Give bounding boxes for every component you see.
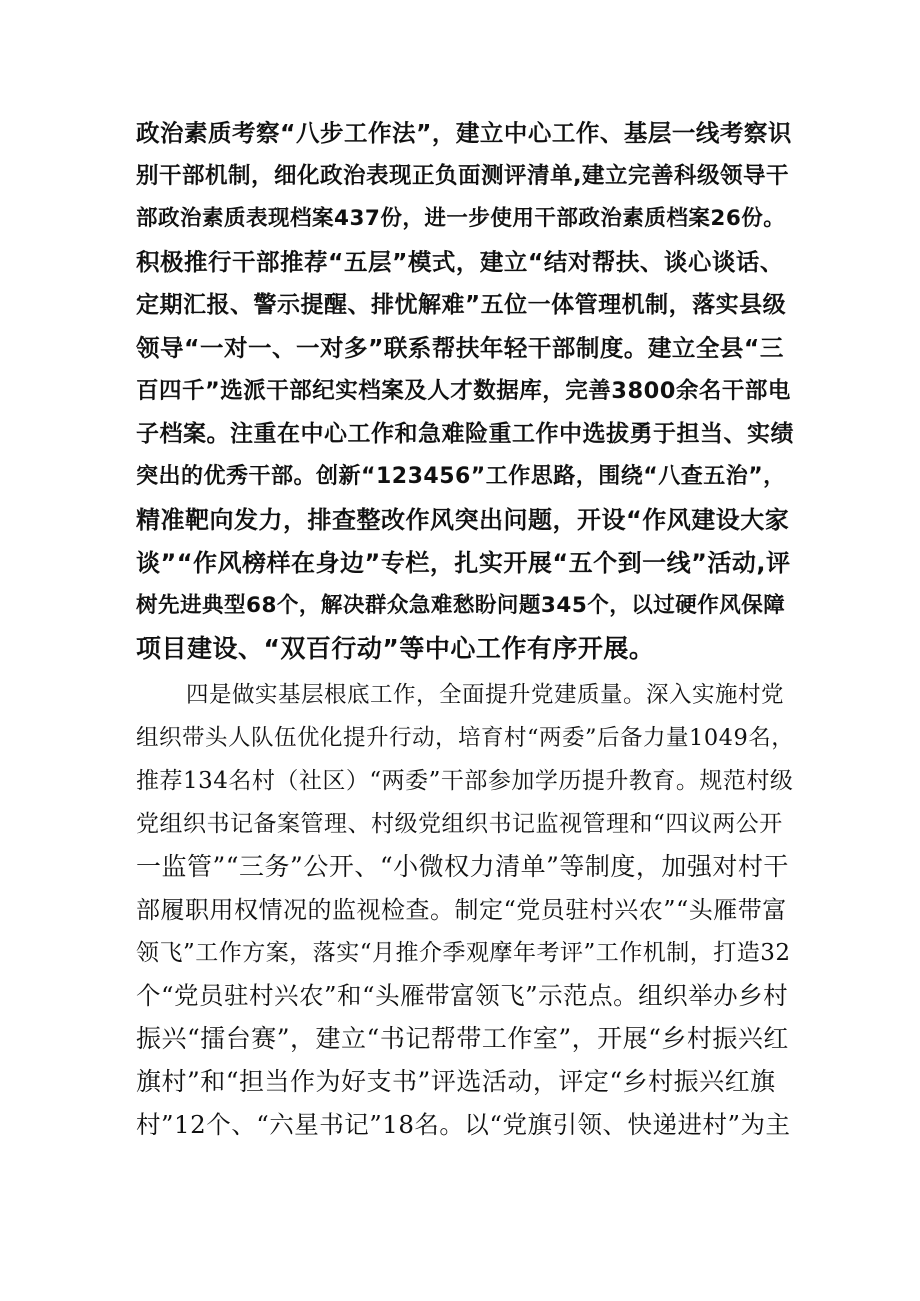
text-line: 树先进典型68个，解决群众急难愁盼问题345个，以过硬作风保障	[136, 593, 786, 618]
text-line: 谈”“作风榜样在身边”专栏，扎实开展“五个到一线”活动,评	[136, 549, 791, 577]
text-line: 别干部机制，细化政治表现正负面测评清单,建立完善科级领导干	[136, 163, 790, 189]
text-line: 个“党员驻村兴农”和“头雁带富领飞”示范点。组织举办乡村	[136, 981, 789, 1010]
text-line: 定期汇报、警示提醒、排忧解难”五位一体管理机制，落实县级	[136, 292, 787, 318]
text-line: 政治素质考察“八步工作法”，建立中心工作、基层一线考察识	[136, 119, 792, 147]
text-line: 百四千”选派干部纪实档案及人才数据库，完善3800余名干部电	[136, 378, 791, 404]
text-line: 突出的优秀干部。创新“123456”工作思路，围绕“八查五治”，	[136, 464, 786, 489]
text-line: 党组织书记备案管理、村级党组织书记监视管理和“四议两公开	[136, 811, 783, 837]
text-line: 一监管”“三务”公开、“小微权力清单”等制度，加强对村干	[136, 852, 789, 881]
text-line: 领飞”工作方案，落实“月推介季观摩年考评”工作机制，打造32	[136, 940, 791, 966]
text-line: 精准靶向发力，排查整改作风突出问题，开设“作风建设大家	[136, 506, 790, 534]
text-line: 部政治素质表现档案437份，进一步使用干部政治素质档案26份。	[136, 206, 786, 231]
text-line: 组织带头人队伍优化提升行动，培育村“两委”后备力量1049名，	[136, 725, 795, 751]
text-line: 旗村”和“担当作为好支书”评选活动，评定“乡村振兴红旗	[136, 1067, 776, 1096]
text-line: 子档案。注重在中心工作和急难险重工作中选拔勇于担当、实绩	[136, 421, 794, 447]
text-line: 推荐134名村（社区）“两委”干部参加学历提升教育。规范村级	[136, 768, 794, 794]
text-line: 村”12个、“六星书记”18名。以“党旗引领、快递进村”为主	[136, 1110, 791, 1139]
text-line: 领导“一对一、一对多”联系帮扶年轻干部制度。建立全县“三	[136, 334, 784, 362]
text-line: 部履职用权情况的监视检查。制定“党员驻村兴农”“头雁带富	[136, 896, 787, 924]
text-line: 积极推行干部推荐“五层”模式，建立“结对帮扶、谈心谈话、	[136, 248, 784, 276]
text-line: 四是做实基层根底工作，全面提升党建质量。深入实施村党	[186, 682, 785, 708]
text-line: 项目建设、“双百行动”等中心工作有序开展。	[136, 634, 655, 663]
text-line: 振兴“擂台赛”，建立“书记帮带工作室”，开展“乡村振兴红	[136, 1024, 789, 1053]
